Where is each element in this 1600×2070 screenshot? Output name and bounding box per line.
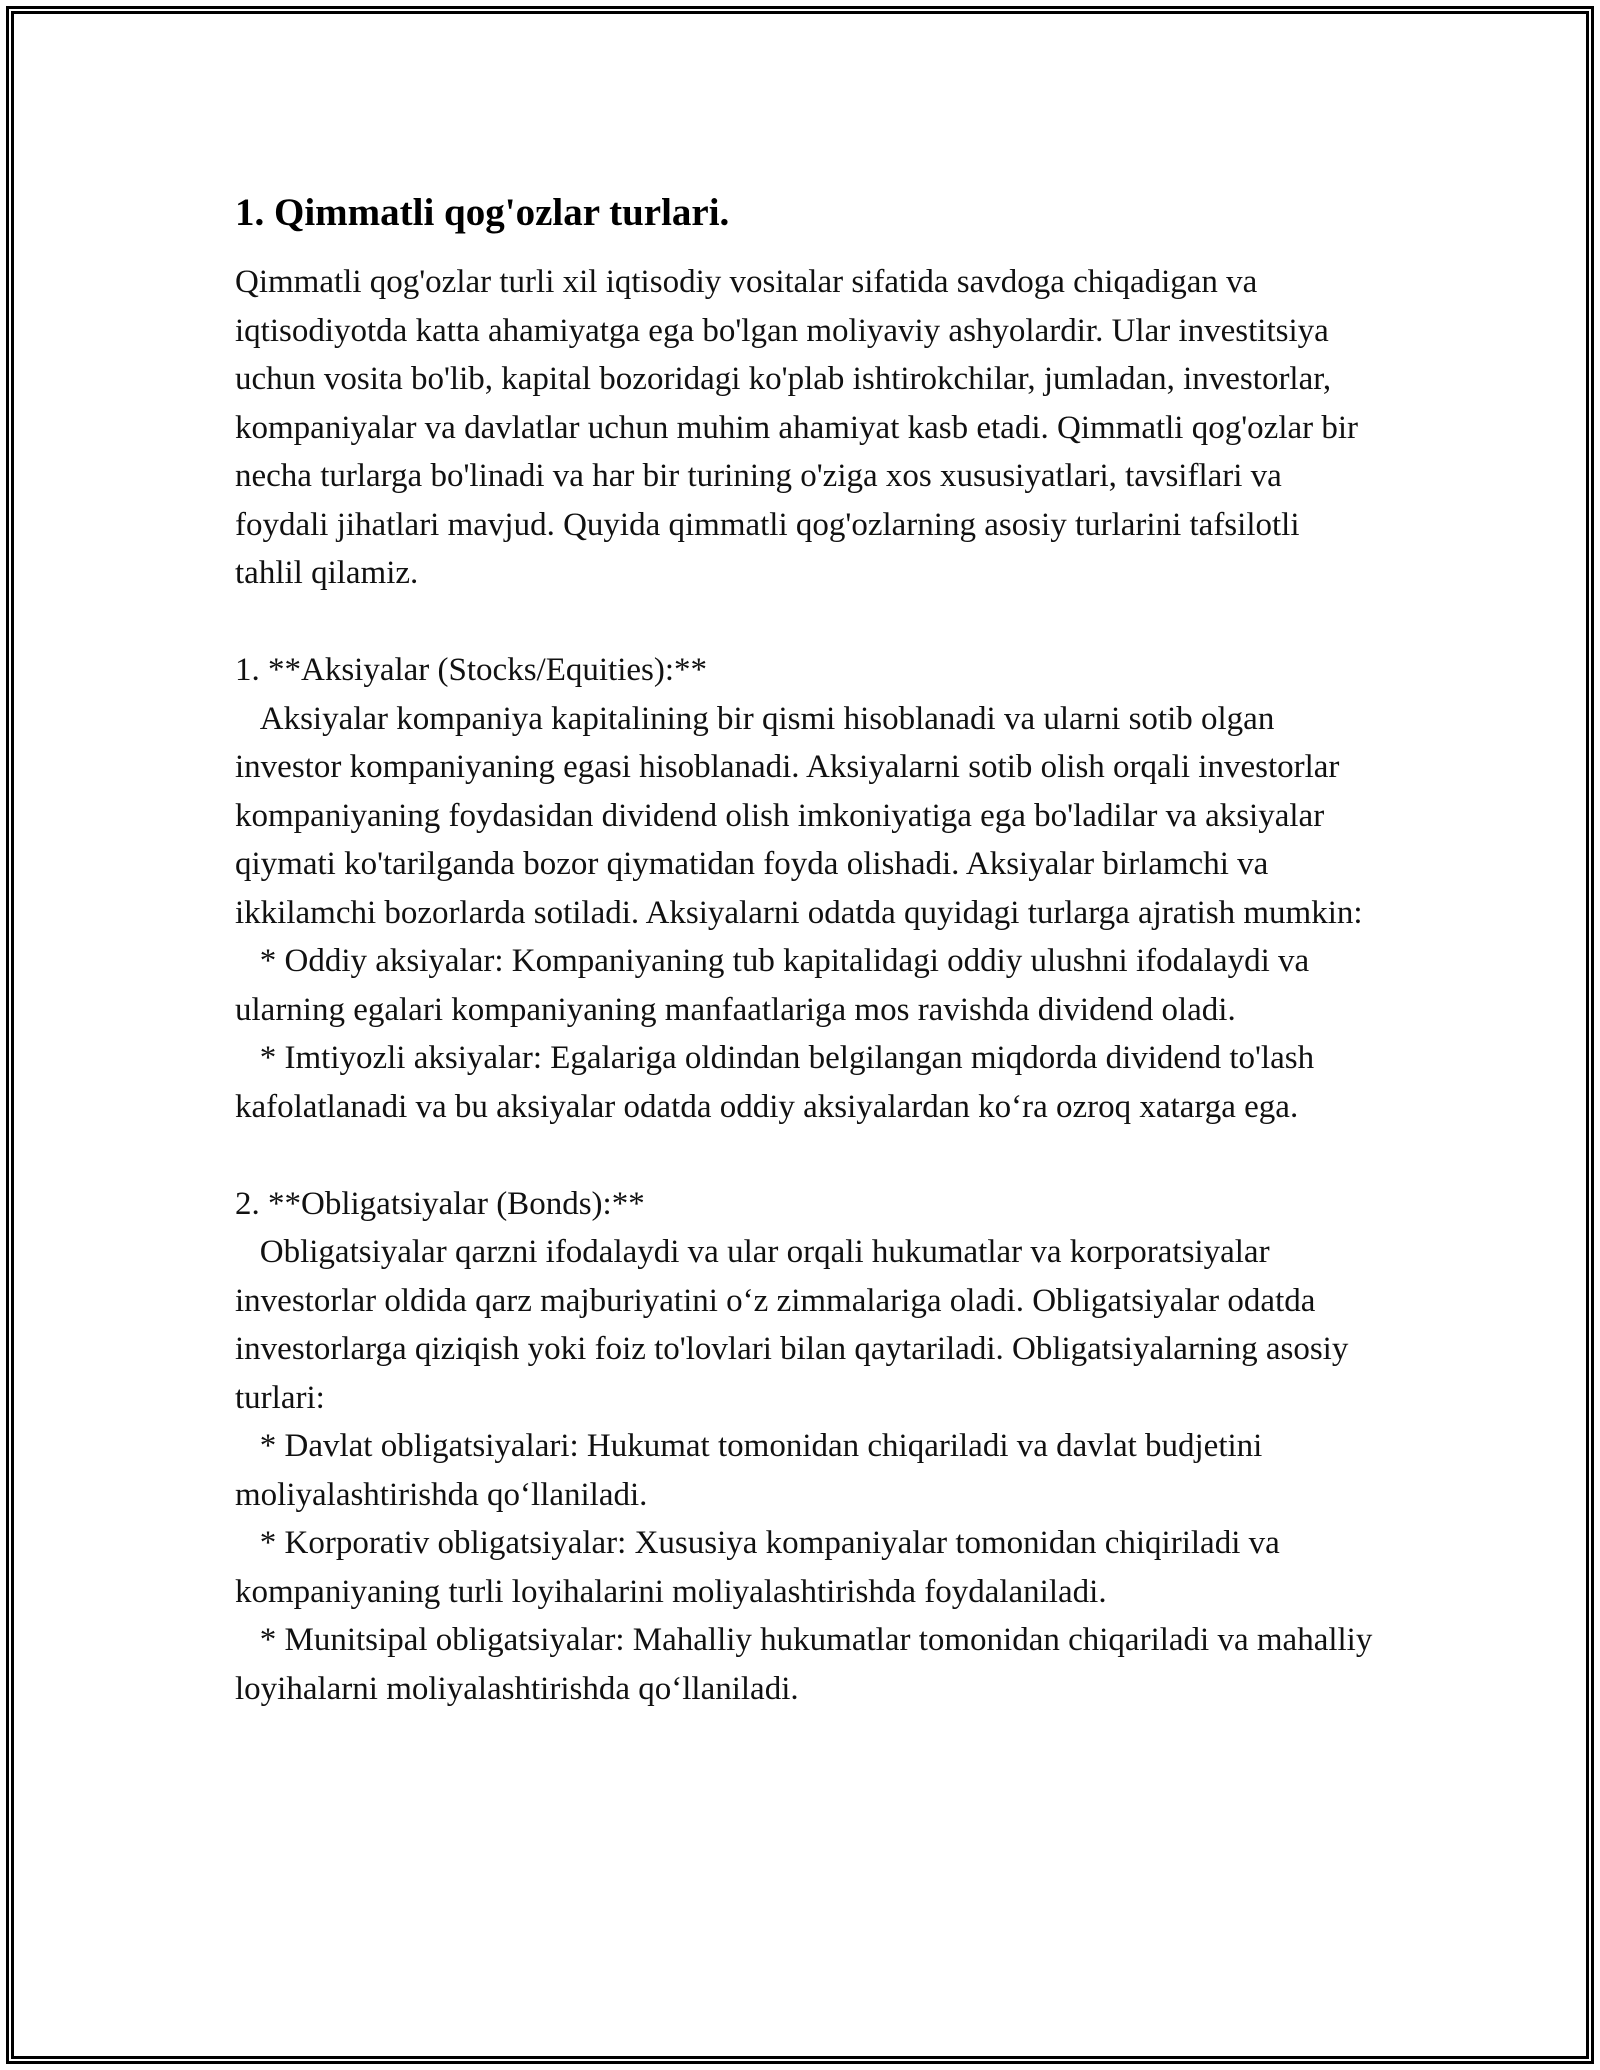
paragraph-spacer <box>235 1131 1375 1180</box>
list-item-corporate-bonds: * Korporativ obligatsiyalar: Xususiya kompaniyalar tomonidan chiqiriladi va kompaniyaning turli loyihalarini moliyalashtirishda foydalaniladi. <box>235 1525 1289 1610</box>
intro-paragraph: Qimmatli qog'ozlar turli xil iqtisodiy vositalar sifatida savdoga chiqadigan va iqtisodiyotda katta ahamiyatga ega bo'lgan moliyaviy ashyolardir. Ular investitsiya uchun vosita bo'lib, kapital bozoridagi ko'plab ishtirokchilar, jumladan, investorlar, kompaniyalar va davlatlar uchun muhim ahamiyat kasb etadi. Qimmatli qog'ozlar bir necha turlarga bo'linadi va har bir turining o'ziga xos xususiyatlari, tavsiflari va foydali jihatlari mavjud. Quyida qimmatli qog'ozlarning asosiy turlarini tafsilotli tahlil qilamiz. <box>235 264 1367 591</box>
document-body <box>235 186 1381 1713</box>
section-body-bonds: Obligatsiyalar qarzni ifodalaydi va ular orqali hukumatlar va korporatsiyalar investorlar oldida qarz majburiyatini o‘z zimmalariga oladi. Obligatsiyalar odatda investorlarga qiziqish yoki foiz to'lovlari bilan qaytariladi. Obligatsiyalarning asosiy turlari: <box>235 1234 1357 1416</box>
section-title-bonds: 2. **Obligatsiyalar (Bonds):** <box>235 1185 645 1222</box>
list-item-municipal-bonds: * Munitsipal obligatsiyalar: Mahalliy hukumatlar tomonidan chiqariladi va mahalliy loyihalarni moliyalashtirishda qo‘llaniladi. <box>235 1622 1381 1707</box>
section-body-stocks: Aksiyalar kompaniya kapitalining bir qismi hisoblanadi va ularni sotib olgan investor kompaniyaning egasi hisoblanadi. Aksiyalarni sotib olish orqali investorlar kompaniyaning foydasidan dividend olish imkoniyatiga ega bo'ladilar va aksiyalar qiymati ko'tarilganda bozor qiymatidan foyda olishadi. Aksiyalar birlamchi va ikkilamchi bozorlarda sotiladi. Aksiyalarni odatda quyidagi turlarga ajratish mumkin: <box>235 700 1363 931</box>
list-item-government-bonds: * Davlat obligatsiyalari: Hukumat tomonidan chiqariladi va davlat budjetini moliyalashtirishda qo‘llaniladi. <box>235 1428 1271 1513</box>
section-stocks <box>235 646 1375 1131</box>
document-heading: 1. Qimmatli qog'ozlar turlari. <box>235 191 730 234</box>
list-item-ordinary-stocks: * Oddiy aksiyalar: Kompaniyaning tub kapitalidagi oddiy ulushni ifodalaydi va ularning egalari kompaniyaning manfaatlariga mos ravishda dividend oladi. <box>235 943 1318 1028</box>
list-item-preferred-stocks: * Imtiyozli aksiyalar: Egalariga oldindan belgilangan miqdorda dividend to'lash kafolatlanadi va bu aksiyalar odatda oddiy aksiyalardan ko‘ra ozroq xatarga ega. <box>235 1040 1323 1125</box>
section-title-stocks: 1. **Aksiyalar (Stocks/Equities):** <box>235 652 708 688</box>
section-bonds <box>235 1180 1381 1714</box>
paragraph-spacer <box>235 598 1375 647</box>
